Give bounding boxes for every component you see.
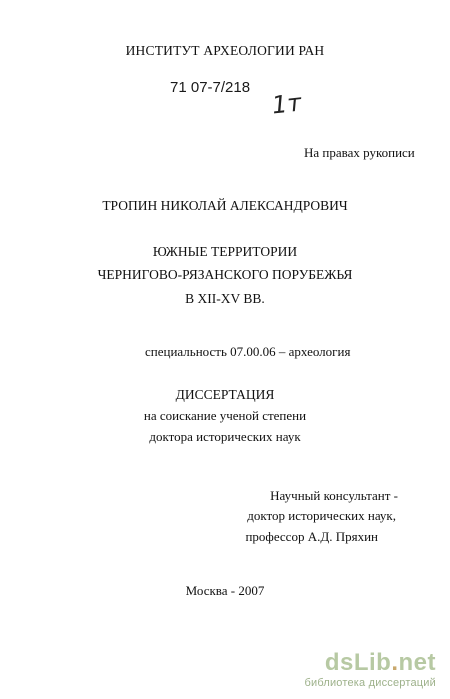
advisor-line-2: доктор исторических наук, bbox=[247, 508, 396, 523]
watermark-caption: библиотека диссертаций bbox=[304, 677, 436, 689]
advisor-line-1: Научный консультант - bbox=[270, 488, 398, 503]
watermark-brand-right: net bbox=[398, 649, 436, 676]
rights-note: На правах рукописи bbox=[304, 145, 415, 160]
institute-name: ИНСТИТУТ АРХЕОЛОГИИ РАН bbox=[125, 43, 325, 58]
watermark-brand-dot: . bbox=[391, 649, 399, 676]
document-type: ДИССЕРТАЦИЯ bbox=[175, 387, 275, 402]
title-line-2: ЧЕРНИГОВО-РЯЗАНСКОГО ПОРУБЕЖЬЯ bbox=[97, 267, 353, 282]
title-line-3: В XII-XV ВВ. bbox=[185, 291, 265, 306]
advisor-line-3: профессор А.Д. Пряхин bbox=[245, 529, 378, 544]
specialty-line: специальность 07.00.06 – археология bbox=[145, 344, 351, 359]
handwritten-mark: 1т bbox=[270, 88, 303, 120]
watermark-brand bbox=[304, 651, 436, 675]
archive-stamp-code: 71 07-7/218 bbox=[170, 79, 251, 96]
watermark-logo[interactable] bbox=[304, 651, 436, 689]
watermark-brand-left: dsLib bbox=[324, 649, 392, 676]
author-name: ТРОПИН НИКОЛАЙ АЛЕКСАНДРОВИЧ bbox=[102, 198, 348, 213]
degree-line-2: доктора исторических наук bbox=[149, 429, 301, 444]
degree-line-1: на соискание ученой степени bbox=[143, 408, 307, 423]
place-and-year: Москва - 2007 bbox=[185, 583, 265, 598]
title-line-1: ЮЖНЫЕ ТЕРРИТОРИИ bbox=[152, 244, 298, 259]
